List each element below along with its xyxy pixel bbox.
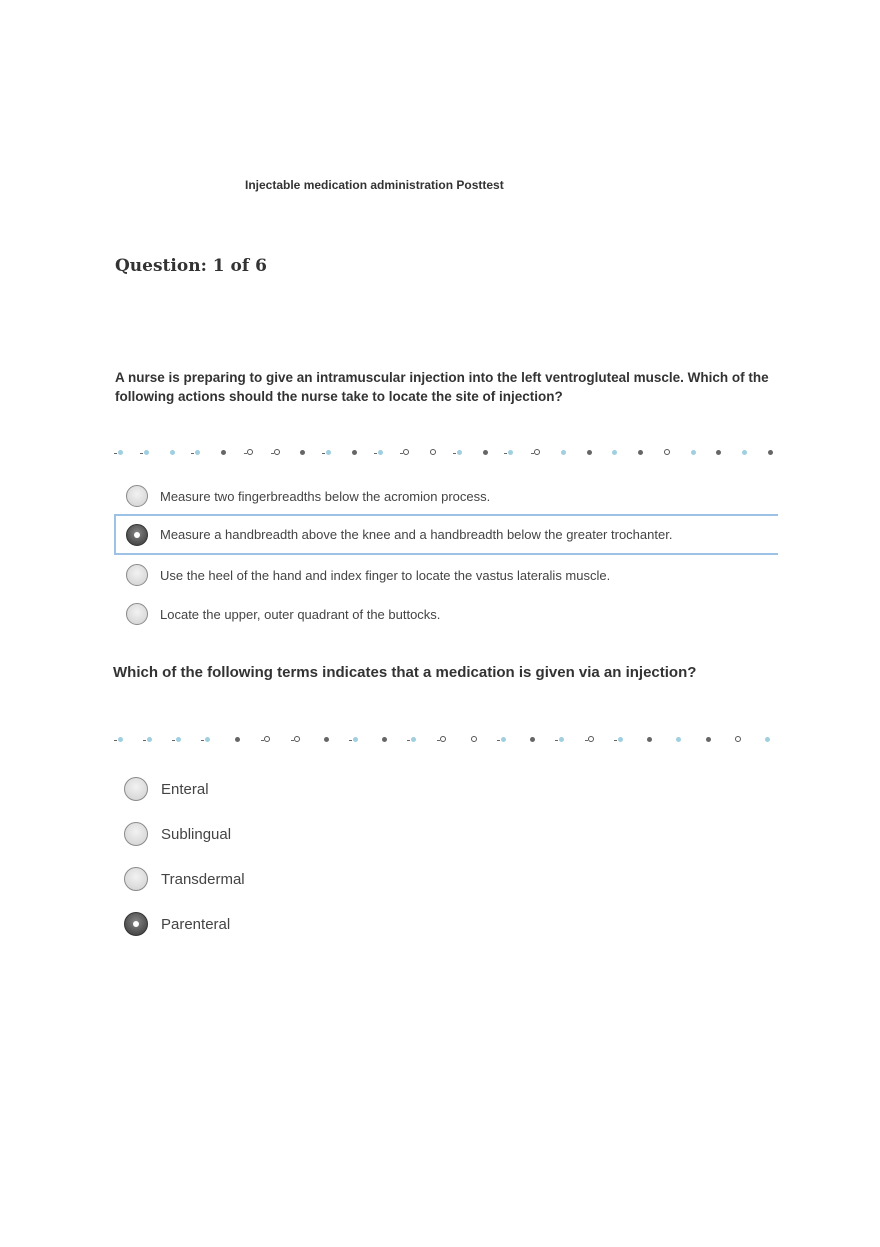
q1-option-1[interactable] <box>114 477 778 515</box>
question-1-text: A nurse is preparing to give an intramuscular injection into the left ventrogluteal muscle. Which of the following actions should the nurse take to locate the site of injection? <box>115 370 769 404</box>
q1-option-3[interactable] <box>114 556 778 594</box>
q1-option-4[interactable] <box>114 595 778 633</box>
document-title: Injectable medication administration Posttest <box>245 178 504 192</box>
question-2-text: Which of the following terms indicates that a medication is given via an injection? <box>113 664 697 681</box>
radio-selected-icon[interactable] <box>126 524 148 546</box>
q1-option-4-label: Locate the upper, outer quadrant of the buttocks. <box>160 606 441 622</box>
radio-button-icon[interactable] <box>124 867 148 891</box>
radio-button-icon[interactable] <box>126 603 148 625</box>
q1-option-1-label: Measure two fingerbreadths below the acromion process. <box>160 488 491 504</box>
decorative-dot-separator <box>118 734 770 744</box>
decorative-dot-separator <box>118 447 773 457</box>
radio-button-icon[interactable] <box>126 485 148 507</box>
q2-option-enteral[interactable] <box>124 774 209 804</box>
q1-option-2[interactable] <box>114 514 778 555</box>
q2-option-3-label: Transdermal <box>161 870 245 888</box>
q1-option-3-label: Use the heel of the hand and index finger to locate the vastus lateralis muscle. <box>160 567 611 583</box>
radio-button-icon[interactable] <box>124 822 148 846</box>
radio-button-icon[interactable] <box>124 777 148 801</box>
question-counter: Question: 1 of 6 <box>115 256 267 276</box>
radio-selected-icon[interactable] <box>124 912 148 936</box>
radio-button-icon[interactable] <box>126 564 148 586</box>
q2-option-parenteral[interactable] <box>124 909 230 939</box>
q2-option-1-label: Enteral <box>161 780 209 798</box>
q1-option-2-label: Measure a handbreadth above the knee and a handbreadth below the greater trochanter. <box>160 527 673 542</box>
q2-option-4-label: Parenteral <box>161 915 231 933</box>
q2-option-sublingual[interactable] <box>124 819 231 849</box>
q2-option-2-label: Sublingual <box>161 825 232 843</box>
q2-option-transdermal[interactable] <box>124 864 245 894</box>
